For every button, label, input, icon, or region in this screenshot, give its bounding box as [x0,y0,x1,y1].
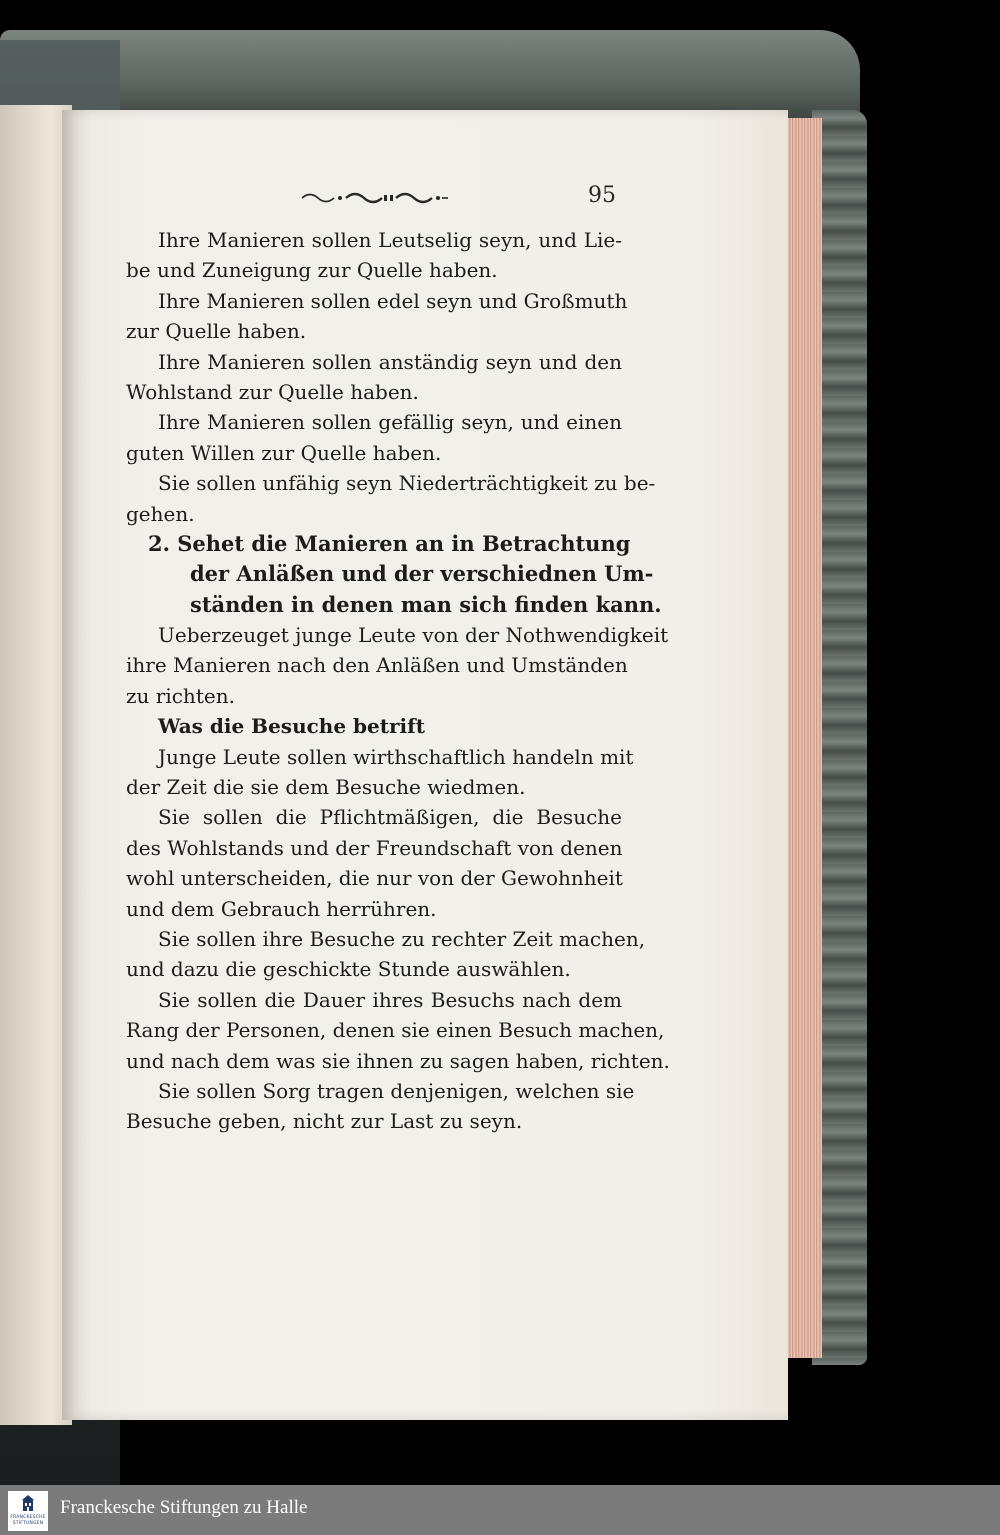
text-line: Besuche geben, nicht zur Last zu seyn. [126,1109,523,1134]
text-line: Rang der Personen, denen sie einen Besuch machen, [126,1018,665,1043]
text-line: Sie sollen unfähig seyn Niederträchtigkeit zu be- [158,471,656,496]
text-line: gehen. [126,501,195,526]
section-heading-line: 2. Sehet die Manieren an in Betrachtung [148,530,631,556]
text-line: Ihre Manieren sollen anständig seyn und den [158,349,622,374]
logo-text [9,1515,47,1526]
section-heading-line: der Anläßen und der verschiednen Um- [190,561,654,587]
institution-logo [8,1491,48,1531]
book-cover-top [0,30,860,120]
footer-bar [0,1485,1000,1535]
subheading: Was die Besuche betrift [158,714,425,739]
ornament-headpiece-icon [300,189,450,207]
text-line: be und Zuneigung zur Quelle haben. [126,258,498,283]
text-line: Wohlstand zur Quelle haben. [126,379,419,404]
building-emblem-icon [22,1495,34,1511]
text-line: Ihre Manieren sollen edel seyn und Großmuth [158,288,628,313]
logo-text-line: FRANCKESCHE [10,1515,46,1520]
text-line: guten Willen zur Quelle haben. [126,440,442,465]
text-line: Ihre Manieren sollen Leutselig seyn, und Lie- [158,228,622,252]
text-line: Junge Leute sollen wirthschaftlich handeln mit [158,744,634,769]
text-line: Ihre Manieren sollen gefällig seyn, und einen [158,410,622,435]
text-line: und nach dem was sie ihnen zu sagen haben, richten. [126,1048,670,1073]
text-line: zur Quelle haben. [126,319,307,344]
page-body [126,225,670,1137]
text-line: Ueberzeuget junge Leute von der Nothwendigkeit [158,623,669,648]
text-line: zu richten. [126,683,235,708]
section-heading-line: ständen in denen man sich finden kann. [190,591,662,617]
text-line: und dazu die geschickte Stunde auswählen. [126,957,571,982]
text-line: Sie sollen Sorg tragen denjenigen, welchen sie [158,1078,635,1103]
text-line: und dem Gebrauch herrühren. [126,896,437,921]
text-line: wohl unterscheiden, die nur von der Gewohnheit [126,866,623,891]
text-line: ihre Manieren nach den Anläßen und Umständen [126,653,628,678]
text-line: Sie sollen ihre Besuche zu rechter Zeit machen, [158,926,646,951]
text-line: des Wohlstands und der Freundschaft von denen [126,835,623,860]
page-number: 95 [588,183,616,208]
text-line: Sie sollen die Dauer ihres Besuchs nach dem [158,987,622,1012]
text-line: Sie sollen die Pflichtmäßigen, die Besuche [158,805,622,830]
text-line: der Zeit die sie dem Besuche wiedmen. [126,775,526,800]
institution-name: Franckesche Stiftungen zu Halle [60,1497,308,1518]
page-header [300,183,620,219]
logo-text-line: STIFTUNGEN [12,1520,44,1526]
